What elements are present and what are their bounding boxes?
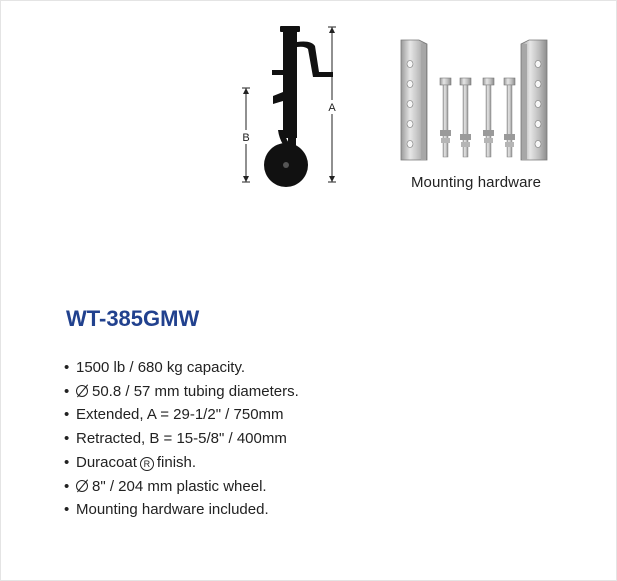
diameter-icon bbox=[76, 385, 88, 397]
spec-item-capacity bbox=[64, 356, 299, 380]
spec-item-tubing bbox=[64, 380, 299, 404]
bullet: • bbox=[64, 477, 70, 495]
spec-item-wheel bbox=[64, 475, 299, 499]
jack-silhouette bbox=[264, 26, 333, 187]
bullet: • bbox=[64, 359, 70, 376]
spec-item-hardware bbox=[64, 498, 299, 522]
hardware-caption: Mounting hardware bbox=[410, 174, 542, 191]
registered-icon: R bbox=[140, 457, 154, 471]
mounting-bolts bbox=[440, 78, 515, 157]
spec-text: Mounting hardware included. bbox=[76, 501, 269, 519]
spec-list bbox=[64, 356, 299, 522]
mounting-bracket-left bbox=[401, 40, 427, 160]
bullet: • bbox=[64, 501, 70, 519]
spec-text: 1500 lb / 680 kg capacity. bbox=[76, 359, 245, 376]
bullet: • bbox=[64, 453, 70, 471]
bullet: • bbox=[64, 430, 70, 448]
spec-text-brand: Duracoat bbox=[76, 453, 137, 471]
mounting-bracket-right bbox=[521, 40, 547, 160]
model-number: WT-385GMW bbox=[66, 306, 200, 331]
diameter-icon bbox=[76, 480, 88, 492]
bullet: • bbox=[64, 406, 70, 424]
spec-item-finish bbox=[64, 451, 299, 475]
spec-text: Extended, A = 29-1/2" / 750mm bbox=[76, 406, 284, 424]
spec-text: Retracted, B = 15-5/8" / 400mm bbox=[76, 430, 287, 448]
spec-item-extended bbox=[64, 403, 299, 427]
dimension-a-label: A bbox=[328, 102, 336, 114]
mounting-hardware-image bbox=[393, 34, 555, 166]
bullet: • bbox=[64, 382, 70, 400]
spec-text: finish. bbox=[156, 453, 197, 471]
spec-text: 50.8 / 57 mm tubing diameters. bbox=[92, 382, 299, 400]
spec-text: 8" / 204 mm plastic wheel. bbox=[92, 477, 267, 495]
jack-diagram bbox=[234, 20, 354, 195]
dimension-b-label: B bbox=[242, 132, 250, 144]
spec-item-retracted bbox=[64, 427, 299, 451]
